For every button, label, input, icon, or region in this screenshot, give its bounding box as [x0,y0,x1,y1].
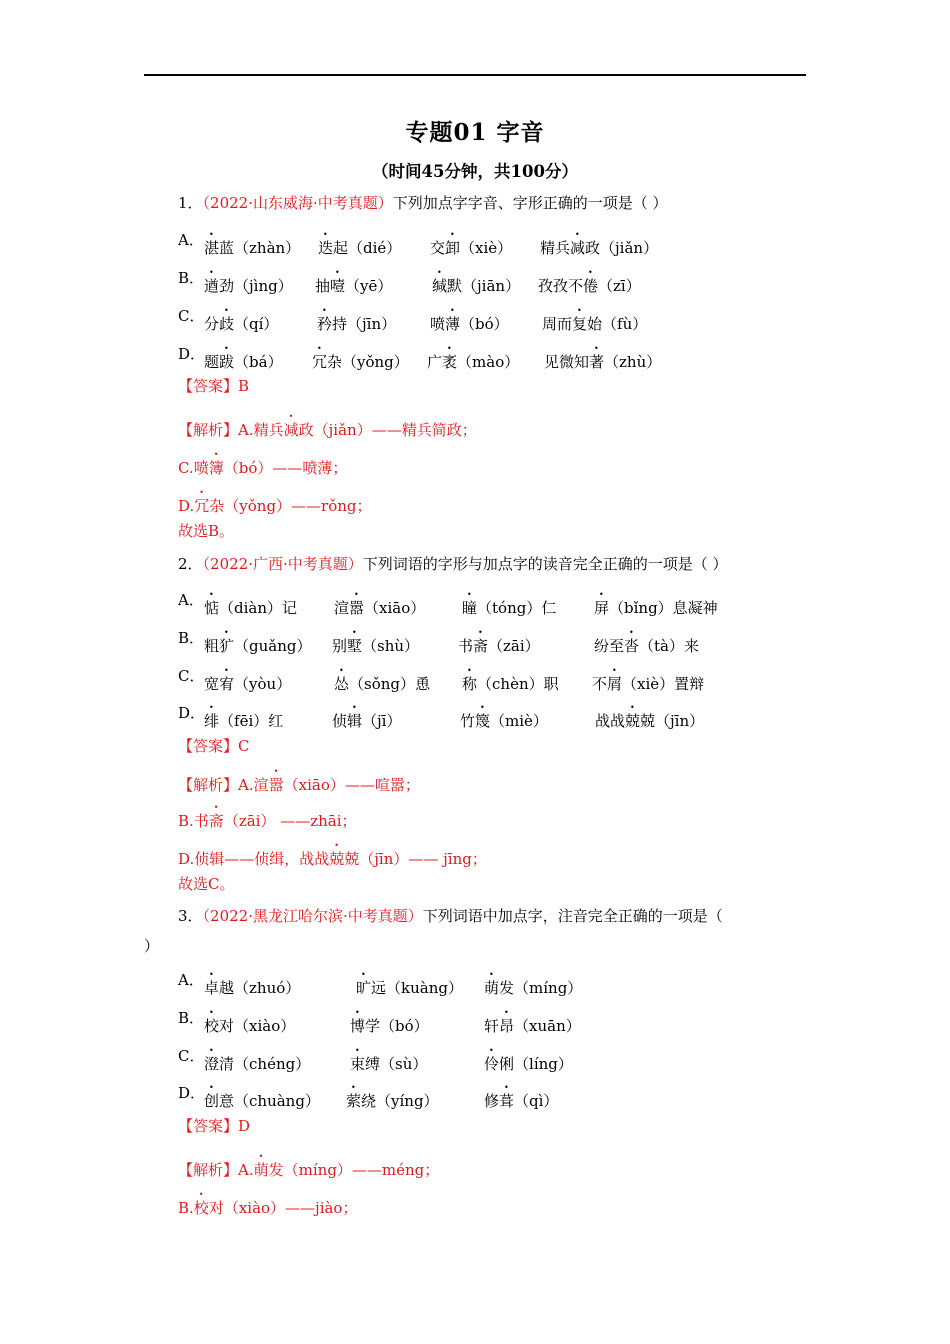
option-item: 广袤（mào） [427,353,520,371]
question-source: （2022·山东威海·中考真题） [202,194,393,212]
option-item: 纷至沓（tà）来 [594,637,700,655]
option-item: 竹篾（miè） [460,712,548,730]
question-2-answer: 【答案】C [178,737,250,755]
option-item: 轩昂（xuān） [484,1017,581,1035]
option-item: 交卸（xiè） [430,239,513,257]
option-item: 矜持（jīn） [317,315,397,333]
page-title: 专题01 字音 [405,119,545,146]
option-item: 萌发（míng） [484,979,583,997]
option-item: 称（chèn）职 [462,675,559,693]
option-item: 宽宥（yòu） [204,675,292,693]
option-item: 惦（diàn）记 [204,599,298,617]
option-item: 旷远（kuàng） [356,979,463,997]
question-3-stem: 3．（2022·黑龙江哈尔滨·中考真题）下列词语中加点字，注音完全正确的一项是（ [178,907,723,925]
question-1-analysis-1: 【解析】A.精兵减政（jiǎn）——精兵简政； [178,421,477,439]
option-item: 精兵减政（jiǎn） [540,239,659,257]
option-item: 喷薄（bó） [430,315,509,333]
option-item: 题跋（bá） [204,353,283,371]
option-item: 书斋（zāi） [458,637,540,655]
option-item: 战战兢兢（jīn） [595,712,705,730]
question-1-analysis-2: C.喷簿（bó）——喷薄； [178,459,348,477]
question-2-analysis-2: B.书斋（zāi） ——zhāi； [178,812,357,830]
question-2-stem: 2．（2022·广西·中考真题）下列词语的字形与加点字的读音完全正确的一项是（ ） [178,555,728,573]
question-3-analysis-1: 【解析】A.萌发（míng）——méng； [178,1161,440,1179]
option-item: 萦绕（yíng） [346,1092,439,1110]
option-item: 湛蓝（zhàn） [204,239,301,257]
option-item: 冗杂（yǒng） [312,353,409,371]
question-1-conclusion: 故选B。 [178,522,235,540]
option-item: 伶俐（líng） [484,1055,573,1073]
option-item: 粗犷（guǎng） [204,637,312,655]
option-item: 分歧（qí） [204,315,279,333]
option-item: 瞳（tóng）仁 [462,599,557,617]
question-1-stem: 1．（2022·山东威海·中考真题）下列加点字字音、字形正确的一项是（ ） [178,194,668,212]
question-2-conclusion: 故选C。 [178,875,235,893]
question-2-analysis-3: D.侦辑——侦缉，战战兢兢（jīn）—— jīng； [178,850,487,868]
option-item: 别墅（shù） [332,637,420,655]
option-item: 束缚（sù） [350,1055,428,1073]
option-item: 卓越（zhuó） [204,979,301,997]
question-1-analysis-3: D.冗杂（yǒng）——rǒng； [178,497,372,515]
option-item: 渲嚣（xiāo） [334,599,426,617]
option-item: 见微知著（zhù） [544,353,662,371]
option-item: 博学（bó） [350,1017,429,1035]
question-3-answer: 【答案】D [178,1117,251,1135]
option-item: 抽噎（yē） [315,277,393,295]
option-item: 校对（xiào） [204,1017,296,1035]
option-item: 绯（fēi）红 [204,712,284,730]
question-2-analysis-1: 【解析】A.渲嚣（xiāo）——喧嚣； [178,776,420,794]
question-source: （2022·广西·中考真题） [202,555,363,573]
option-item: 不屑（xiè）置辩 [592,675,705,693]
header-rule [144,74,806,76]
option-item: 侦辑（jī） [332,712,402,730]
option-item: 遒劲（jìng） [204,277,293,295]
question-3-analysis-2: B.校对（xiào）——jiào； [178,1199,358,1217]
question-source: （2022·黑龙江哈尔滨·中考真题） [202,907,423,925]
option-item: 创意（chuàng） [204,1092,320,1110]
option-item: 缄默（jiān） [432,277,521,295]
question-3-stem-cont: ） [144,937,160,955]
option-item: 迭起（dié） [318,239,402,257]
option-item: 修葺（qì） [484,1092,559,1110]
option-item: 屏（bǐng）息凝神 [594,599,718,617]
option-item: 孜孜不倦（zī） [538,277,641,295]
option-item: 怂（sǒng）恿 [334,675,431,693]
option-item: 澄清（chéng） [204,1055,311,1073]
page-subtitle: （时间45分钟，共100分） [372,162,578,181]
option-item: 周而复始（fù） [542,315,648,333]
question-1-answer: 【答案】B [178,377,250,395]
